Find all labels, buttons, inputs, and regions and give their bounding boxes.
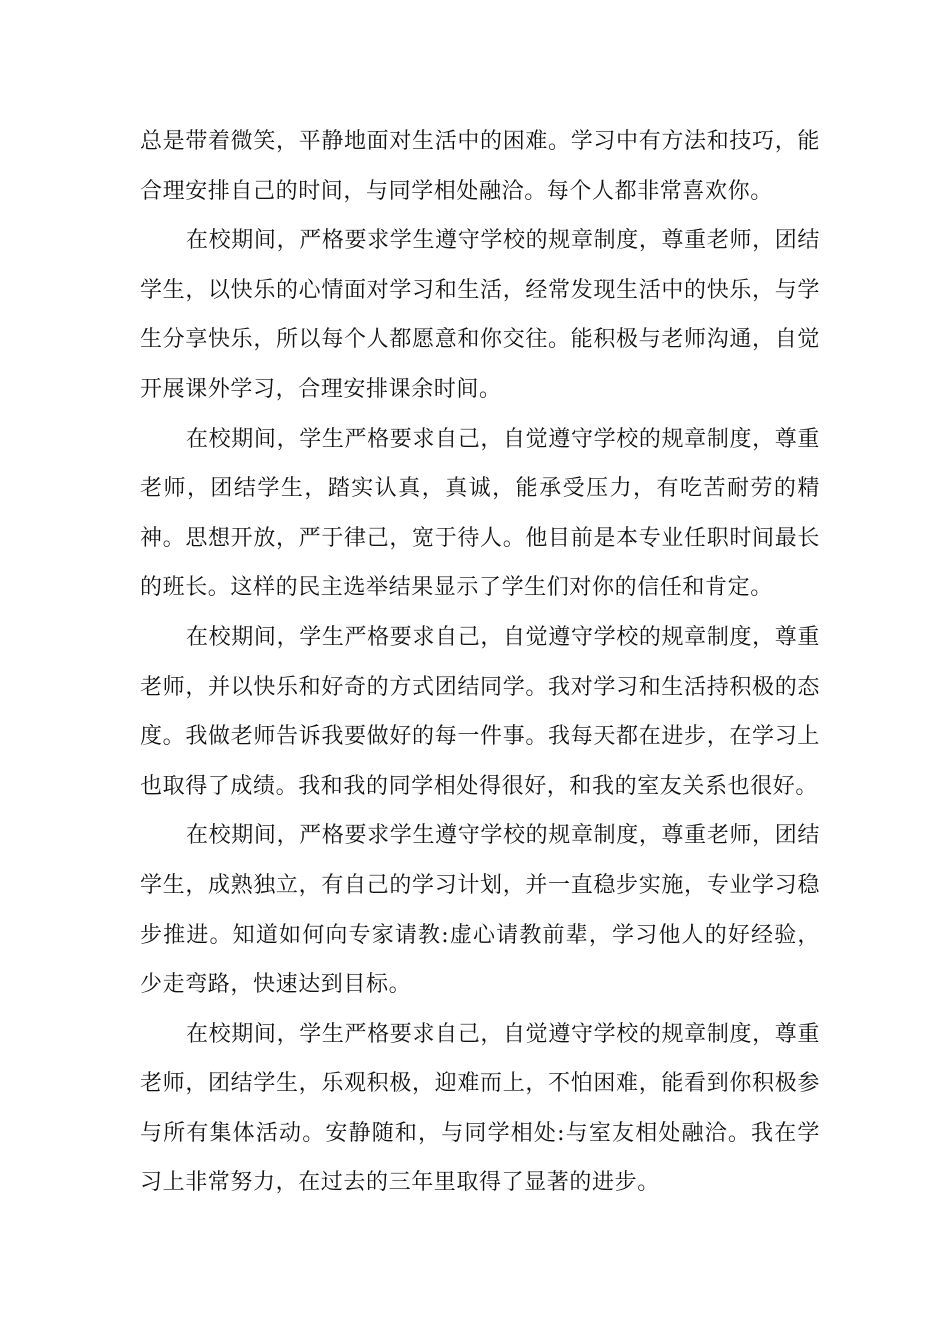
paragraph: 在校期间，学生严格要求自己，自觉遵守学校的规章制度，尊重老师，并以快乐和好奇的方式团结同学。我对学习和生活持积极的态度。我做老师告诉我要做好的每一件事。我每天都在进步，在学习上也取得了成绩。我和我的同学相处得很好，和我的室友关系也很好。 [140,624,820,799]
paragraph: 在校期间，学生严格要求自己，自觉遵守学校的规章制度，尊重老师，团结学生，乐观积极，迎难而上，不怕困难，能看到你积极参与所有集体活动。安静随和，与同学相处:与室友相处融洽。我在学习上非常努力，在过去的三年里取得了显著的进步。 [140,1021,820,1196]
paragraph: 在校期间，严格要求学生遵守学校的规章制度，尊重老师，团结学生，成熟独立，有自己的学习计划，并一直稳步实施，专业学习稳步推进。知道如何向专家请教:虚心请教前辈，学习他人的好经验，少走弯路，快速达到目标。 [140,823,820,998]
paragraph: 在校期间，严格要求学生遵守学校的规章制度，尊重老师，团结学生，以快乐的心情面对学习和生活，经常发现生活中的快乐，与学生分享快乐，所以每个人都愿意和你交往。能积极与老师沟通，自觉开展课外学习，合理安排课余时间。 [140,228,820,402]
paragraph: 在校期间，学生严格要求自己，自觉遵守学校的规章制度，尊重老师，团结学生，踏实认真，真诚，能承受压力，有吃苦耐劳的精神。思想开放，严于律己，宽于待人。他目前是本专业任职时间最长的班长。这样的民主选举结果显示了学生们对你的信任和肯定。 [140,426,820,601]
document-body [140,117,820,1208]
paragraph-continuation: 总是带着微笑，平静地面对生活中的困难。学习中有方法和技巧，能合理安排自己的时间，与同学相处融洽。每个人都非常喜欢你。 [140,129,820,204]
